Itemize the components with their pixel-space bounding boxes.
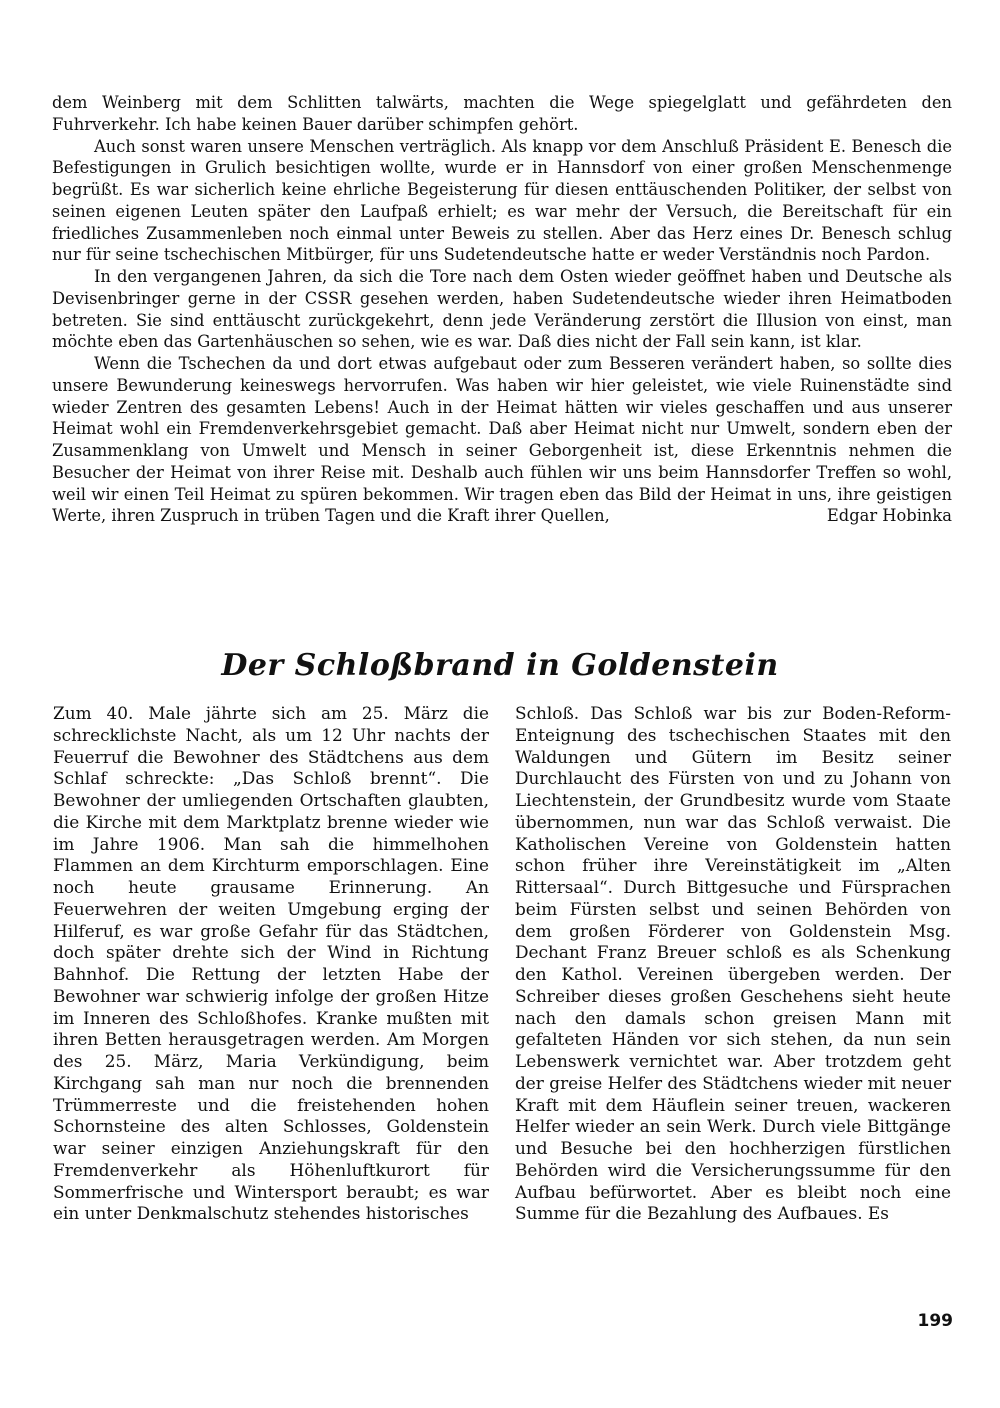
article-title: Der Schloßbrand in Goldenstein — [221, 648, 779, 683]
page-number: 199 — [917, 1311, 953, 1331]
paragraph: Zum 40. Male jährte sich am 25. März die schrecklichste Nacht, als um 12 Uhr nachts der Feuerruf die Bewohner des Städtchens aus dem Schlaf schreckte: „Das Schloß brennt“. Die Bewohner der umliegenden Ortschaften glaubten, die Kirche mit dem Marktplatz brenne wieder wie im Jahre 1906. Man sah die himmelhohen Flammen an dem Kirchturm emporschlagen. Eine noch heute grausame Erinnerung. An Feuerwehren der weiten Umgebung erging der Hilferuf, es war große Gefahr für das Städtchen, doch später drehte sich der Wind in Richtung Bahnhof. Die Rettung der letzten Habe der Bewohner war schwierig infolge der großen Hitze im Inneren des Schloßhofes. Kranke mußten mit ihren Betten herausgetragen werden. Am Morgen des 25. März, Maria Verkündigung, beim Kirchgang sah man nur noch die brennenden Trümmerreste und die freistehenden hohen Schornsteine des alten Schlosses, Goldenstein war seiner einzigen Anziehungskraft für den Fremdenverkehr als Höhenluftkurort für Sommerfrische und Wintersport beraubt; es war ein unter Denkmalschutz stehendes historisches — [53, 703, 489, 1224]
author-signature: Edgar Hobinka — [826, 506, 952, 526]
article-column-right — [515, 703, 951, 1225]
article-column-left — [53, 703, 489, 1225]
paragraph: Schloß. Das Schloß war bis zur Boden-Reform-Enteignung des tschechischen Staates mit den Waldungen und Gütern im Besitz seiner Durchlaucht des Fürsten von und zu Johann von Liechtenstein, der Grundbesitz wurde vom Staate übernommen, nun war das Schloß verwaist. Die Katholischen Vereine von Goldenstein hatten schon früher ihre Vereinstätigkeit im „Alten Rittersaal“. Durch Bittgesuche und Fürsprachen beim Fürsten selbst und seinen Behörden von dem großen Förderer von Goldenstein Msg. Dechant Franz Breuer schloß es als Schenkung den Kathol. Vereinen übergeben werden. Der Schreiber dieses großen Geschehens sieht heute nach den damals schon greisen Mann mit gefalteten Händen vor sich stehen, da nun sein Lebenswerk vernichtet war. Aber trotzdem geht der greise Helfer des Städtchens wieder mit neuer Kraft mit dem Häuflein seiner treuen, wackeren Helfer wieder an sein Werk. Durch viele Bittgänge und Besuche bei den hochherzigen fürstlichen Behörden wird die Versicherungssumme für den Aufbau befürwortet. Aber es bleibt noch eine Summe für die Bezahlung des Aufbaues. Es — [515, 703, 952, 1224]
paragraph-text: Wenn die Tschechen da und dort etwas aufgebaut oder zum Besseren verändert haben, so sollte dies unsere Bewunderung keineswegs hervorrufen. Was haben wir hier geleistet, wie viele Ruinenstädte sind wieder Zentren des gesamten Lebens! Auch in der Heimat hätten wir vieles geschaffen und aus unserer Heimat wohl ein Fremdenverkehrsgebiet gemacht. Daß aber Heimat nicht nur Umwelt, sondern eben der Zusammenklang von Umwelt und Mensch in seiner Geborgenheit ist, diese Erkenntnis nehmen die Besucher der Heimat von ihrer Reise mit. Deshalb auch fühlen wir uns beim Hannsdorfer Treffen so wohl, weil wir einen Teil Heimat zu spüren bekommen. Wir tragen eben das Bild der Heimat in uns, ihre geistigen Werte, ihren Zuspruch in trüben Tagen und die Kraft ihrer Quellen, — [52, 354, 952, 526]
paragraph: dem Weinberg mit dem Schlitten talwärts, machten die Wege spiegelglatt und gefährdeten den Fuhrverkehr. Ich habe keinen Bauer darüber schimpfen gehört. — [52, 93, 952, 134]
paragraph — [52, 353, 952, 527]
paragraph: In den vergangenen Jahren, da sich die Tore nach dem Osten wieder geöffnet haben und Deutsche als Devisenbringer gerne in der CSSR gesehen werden, haben Sudetendeutsche wieder ihren Heimatboden betreten. Sie sind enttäuscht zurückgekehrt, denn jede Veränderung zerstört die Illusion von einst, man möchte eben das Gartenhäuschen so sehen, wie es war. Daß dies nicht der Fall sein kann, ist klar. — [52, 267, 952, 352]
paragraph: Auch sonst waren unsere Menschen verträglich. Als knapp vor dem Anschluß Präsident E. Benesch die Befestigungen in Grulich besichtigen wollte, wurde er in Hannsdorf von einer großen Menschenmenge begrüßt. Es war sicherlich keine ehrliche Begeisterung für diesen enttäuschenden Politiker, der selbst von seinen eigenen Leuten später den Laufpaß erhielt; es war mehr der Versuch, die Bereitschaft für ein friedliches Zusammenleben noch einmal unter Beweis zu stellen. Aber das Herz eines Dr. Benesch schlug nur für seine tschechischen Mitbürger, für uns Sudetendeutsche hatte er weder Verständnis noch Pardon. — [52, 136, 952, 265]
previous-article-continuation — [52, 92, 952, 527]
